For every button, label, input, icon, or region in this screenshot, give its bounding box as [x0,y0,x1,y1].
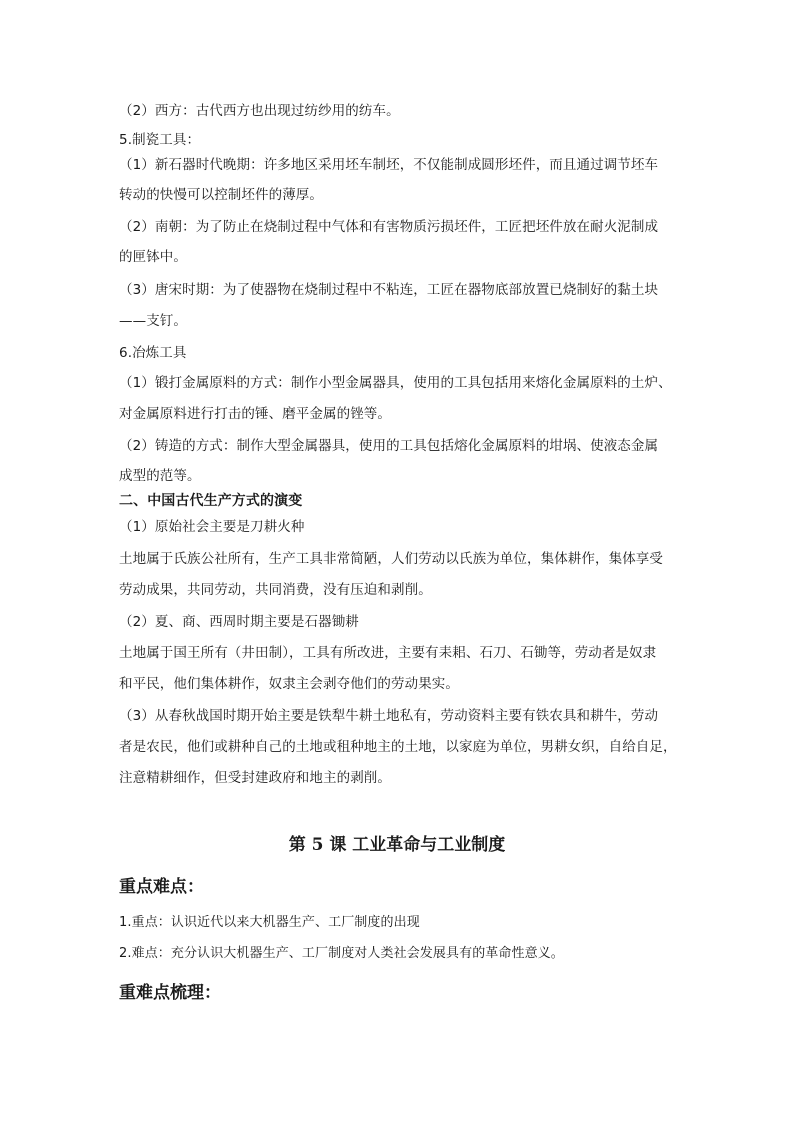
text-line: 转动的快慢可以控制坯件的薄厚。 [119,187,323,203]
lesson-title: 第 5 课 工业革命与工业制度 [288,835,506,855]
text-line: 和平民，他们集体耕作，奴隶主会剥夺他们的劳动果实。 [119,676,459,692]
text-line: （2）西方：古代西方也出现过纺纱用的纺车。 [119,103,400,119]
text-line: 劳动成果，共同劳动，共同消费，没有压迫和剥削。 [119,582,432,598]
text-line: 的匣钵中。 [119,249,187,265]
text-line: （1）原始社会主要是刀耕火种 [119,519,305,535]
text-line: 者是农民，他们或耕种自己的土地或租种地主的土地，以家庭为单位，男耕女织，自给自足， [119,739,677,755]
text-line: 6.冶炼工具 [119,345,187,361]
text-line: 对金属原料进行打击的锤、磨平金属的锉等。 [119,406,391,422]
text-line: （2）夏、商、西周时期主要是石器锄耕 [119,614,359,630]
key-point-item: 1.重点：认识近代以来大机器生产、工厂制度的出现 [119,915,420,930]
text-line: 成型的范等。 [119,468,201,484]
text-line: （3）唐宋时期：为了使器物在烧制过程中不粘连，工匠在器物底部放置已烧制好的黏土块 [119,282,659,298]
text-line: 5.制瓷工具： [119,132,201,148]
text-line: （2）南朝：为了防止在烧制过程中气体和有害物质污损坯件，工匠把坯件放在耐火泥制成 [119,219,659,235]
text-line: 土地属于氏族公社所有，生产工具非常简陋，人们劳动以氏族为单位，集体耕作，集体享受 [119,551,663,567]
text-line: （3）从春秋战国时期开始主要是铁犁牛耕土地私有，劳动资料主要有铁农具和耕牛，劳动 [119,708,659,724]
text-line: 土地属于国王所有（井田制），工具有所改进，主要有耒耜、石刀、石锄等，劳动者是奴隶 [119,645,657,661]
key-points-heading: 重点难点： [119,877,204,897]
key-point-item: 2.难点：充分认识大机器生产、工厂制度对人类社会发展具有的革命性意义。 [119,946,564,961]
text-line: 注意精耕细作，但受封建政府和地主的剥削。 [119,770,391,786]
text-line: （1）锻打金属原料的方式：制作小型金属器具，使用的工具包括用来熔化金属原料的土炉、 [119,375,672,391]
text-line: ——支钉。 [119,313,187,329]
text-line: （1）新石器时代晚期：许多地区采用坯车制坯，不仅能制成圆形坯件，而且通过调节坯车 [119,157,659,173]
review-heading: 重难点梳理： [119,983,221,1003]
text-line: （2）铸造的方式：制作大型金属器具，使用的工具包括熔化金属原料的坩埚、使液态金属 [119,438,659,454]
section-heading: 二、中国古代生产方式的演变 [119,493,303,509]
